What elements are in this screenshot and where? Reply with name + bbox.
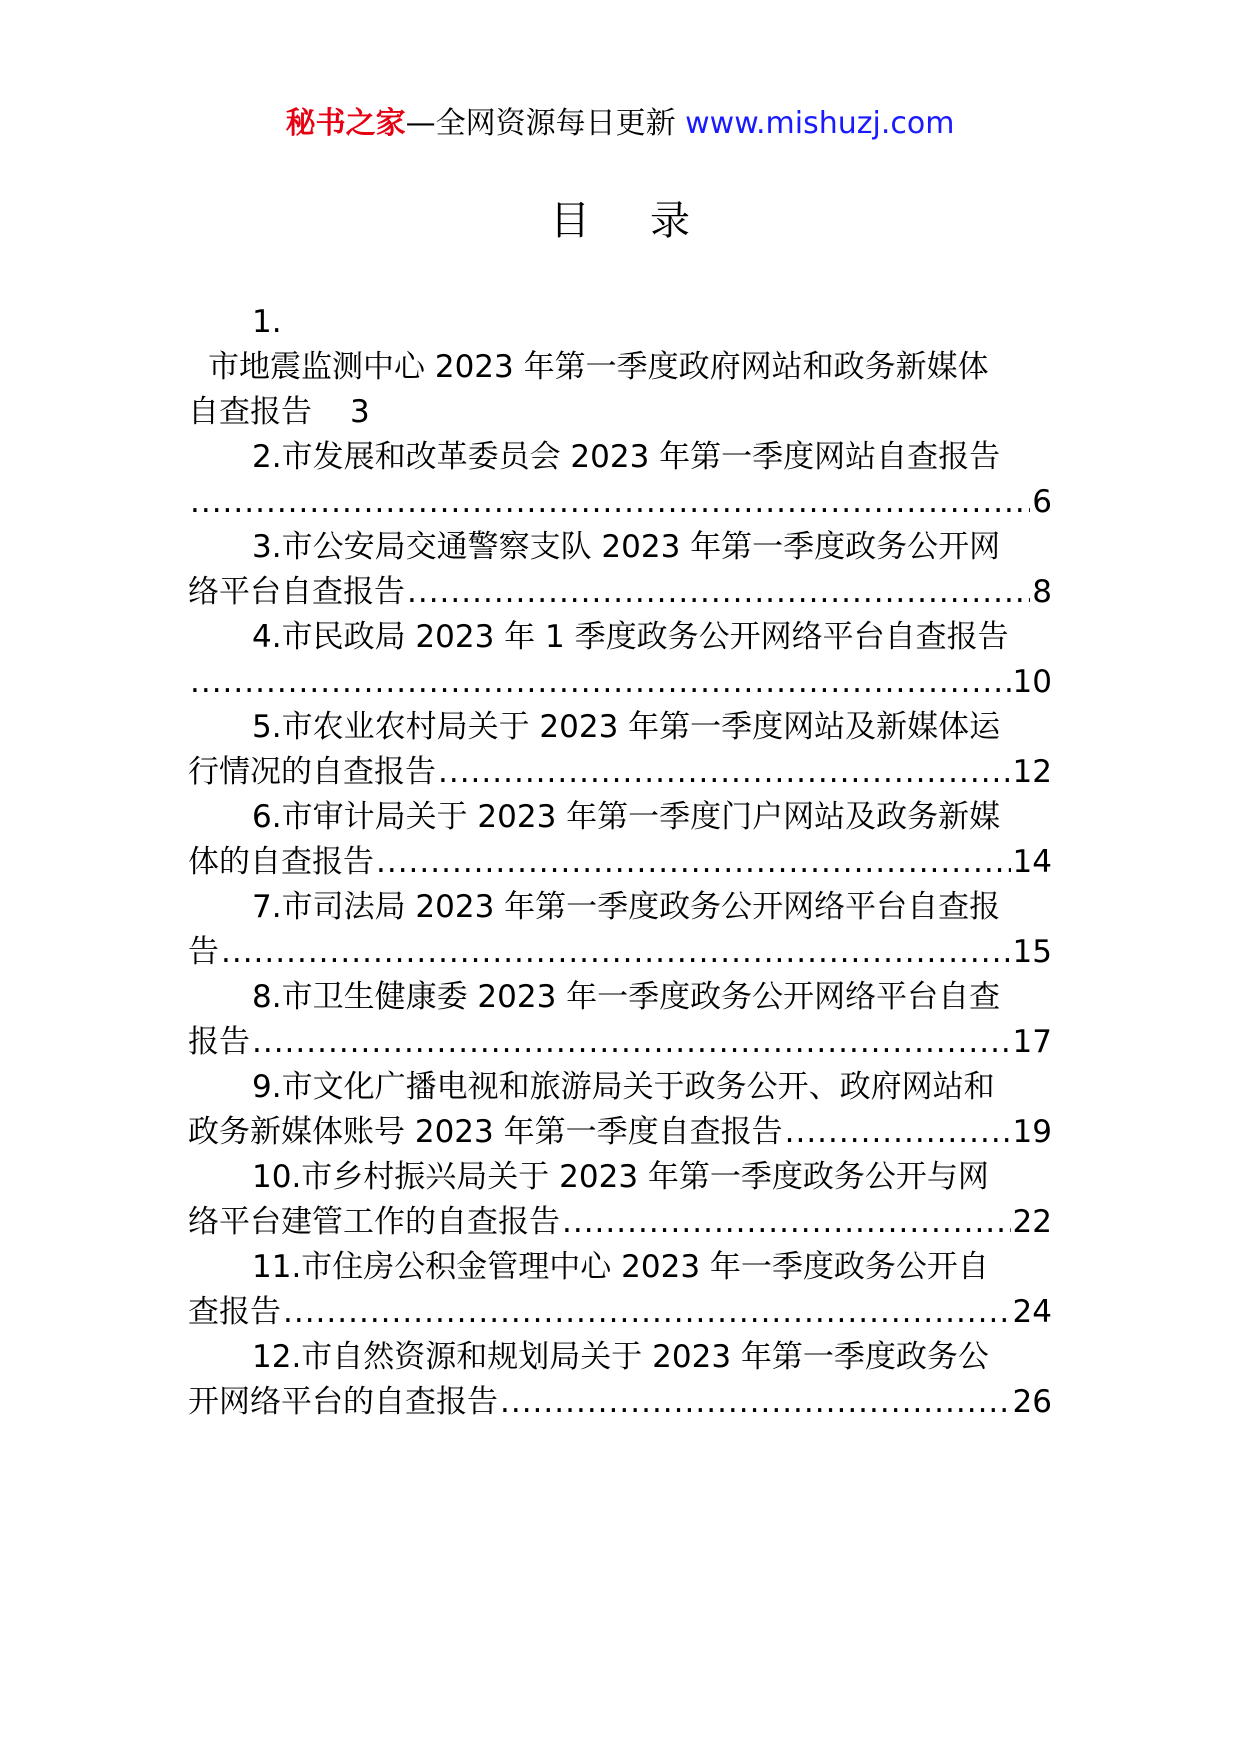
dot-leader xyxy=(221,930,1011,975)
toc-entry-4-leader[interactable] xyxy=(188,660,1052,705)
toc-entry-1-title[interactable]: 市地震监测中心 2023 年第一季度政府网站和政务新媒体 xyxy=(208,349,989,385)
toc-page: 24 xyxy=(1012,1294,1052,1330)
dot-leader xyxy=(252,1020,1011,1065)
table-of-contents xyxy=(188,300,1052,1425)
dot-leader xyxy=(785,1110,1011,1155)
toc-entry-1-tail[interactable]: 自查报告 3 xyxy=(188,394,370,430)
toc-page: 22 xyxy=(1012,1204,1052,1240)
toc-entry-8[interactable]: 8.市卫生健康委 2023 年一季度政务公开网络平台自查 xyxy=(252,979,1001,1015)
toc-entry-11[interactable]: 11.市住房公积金管理中心 2023 年一季度政务公开自 xyxy=(252,1249,989,1285)
toc-entry-4[interactable]: 4.市民政局 2023 年 1 季度政务公开网络平台自查报告 xyxy=(252,619,1009,655)
dot-leader xyxy=(500,1380,1011,1425)
toc-entry-10[interactable]: 10.市乡村振兴局关于 2023 年第一季度政务公开与网 xyxy=(252,1159,989,1195)
toc-entry-9-leader[interactable]: 政务新媒体账号 2023 年第一季度自查报告 ..... 19 xyxy=(188,1110,1052,1155)
toc-entry-5-leader[interactable]: 行情况的自查报告 ..... 12 xyxy=(188,750,1052,795)
toc-page: 3 xyxy=(350,394,370,430)
dot-leader xyxy=(562,1200,1011,1245)
toc-page: 19 xyxy=(1012,1114,1052,1150)
toc-entry-6-leader[interactable]: 体的自查报告 ..... 14 xyxy=(188,840,1052,885)
banner-slogan: —全网资源每日更新 xyxy=(405,106,686,141)
toc-entry-1-number[interactable]: 1. xyxy=(252,304,282,340)
dot-leader xyxy=(190,480,1030,525)
toc-page: 15 xyxy=(1012,934,1052,970)
toc-page: 12 xyxy=(1012,754,1052,790)
dot-leader xyxy=(438,750,1011,795)
toc-page: 6 xyxy=(1032,484,1052,520)
toc-entry-10-leader[interactable]: 络平台建管工作的自查报告 ..... 22 xyxy=(188,1200,1052,1245)
toc-entry-12[interactable]: 12.市自然资源和规划局关于 2023 年第一季度政务公 xyxy=(252,1339,989,1375)
toc-page: 17 xyxy=(1012,1024,1052,1060)
toc-entry-8-leader[interactable]: 报告 ..... 17 xyxy=(188,1020,1052,1065)
toc-entry-7-leader[interactable]: 告 ..... 15 xyxy=(188,930,1052,975)
dot-leader xyxy=(190,660,1011,705)
toc-entry-3[interactable]: 3.市公安局交通警察支队 2023 年第一季度政务公开网 xyxy=(252,529,1001,565)
site-banner xyxy=(0,104,1240,144)
toc-entry-9[interactable]: 9.市文化广播电视和旅游局关于政务公开、政府网站和 xyxy=(252,1069,995,1105)
toc-entry-11-leader[interactable]: 查报告 ..... 24 xyxy=(188,1290,1052,1335)
toc-page: 14 xyxy=(1012,844,1052,880)
toc-page: 8 xyxy=(1032,574,1052,610)
brand-name: 秘书之家 xyxy=(285,106,406,141)
dot-leader xyxy=(407,570,1030,615)
toc-page: 26 xyxy=(1012,1384,1052,1420)
toc-page: 10 xyxy=(1012,664,1052,700)
page-title xyxy=(0,196,1240,246)
toc-entry-12-leader[interactable]: 开网络平台的自查报告 ..... 26 xyxy=(188,1380,1052,1425)
dot-leader xyxy=(376,840,1011,885)
toc-entry-6[interactable]: 6.市审计局关于 2023 年第一季度门户网站及政务新媒 xyxy=(252,799,1001,835)
site-link[interactable]: www.mishuzj.com xyxy=(685,106,955,141)
toc-entry-3-leader[interactable]: 络平台自查报告 ..... 8 xyxy=(188,570,1052,615)
dot-leader xyxy=(283,1290,1011,1335)
toc-entry-5[interactable]: 5.市农业农村局关于 2023 年第一季度网站及新媒体运 xyxy=(252,709,1001,745)
toc-entry-2[interactable]: 2.市发展和改革委员会 2023 年第一季度网站自查报告 xyxy=(252,439,1001,475)
title-char-2: 录 xyxy=(650,198,690,244)
toc-entry-2-leader[interactable] xyxy=(188,480,1052,525)
title-char-1: 目 xyxy=(550,198,590,244)
toc-entry-7[interactable]: 7.市司法局 2023 年第一季度政务公开网络平台自查报 xyxy=(252,889,1001,925)
